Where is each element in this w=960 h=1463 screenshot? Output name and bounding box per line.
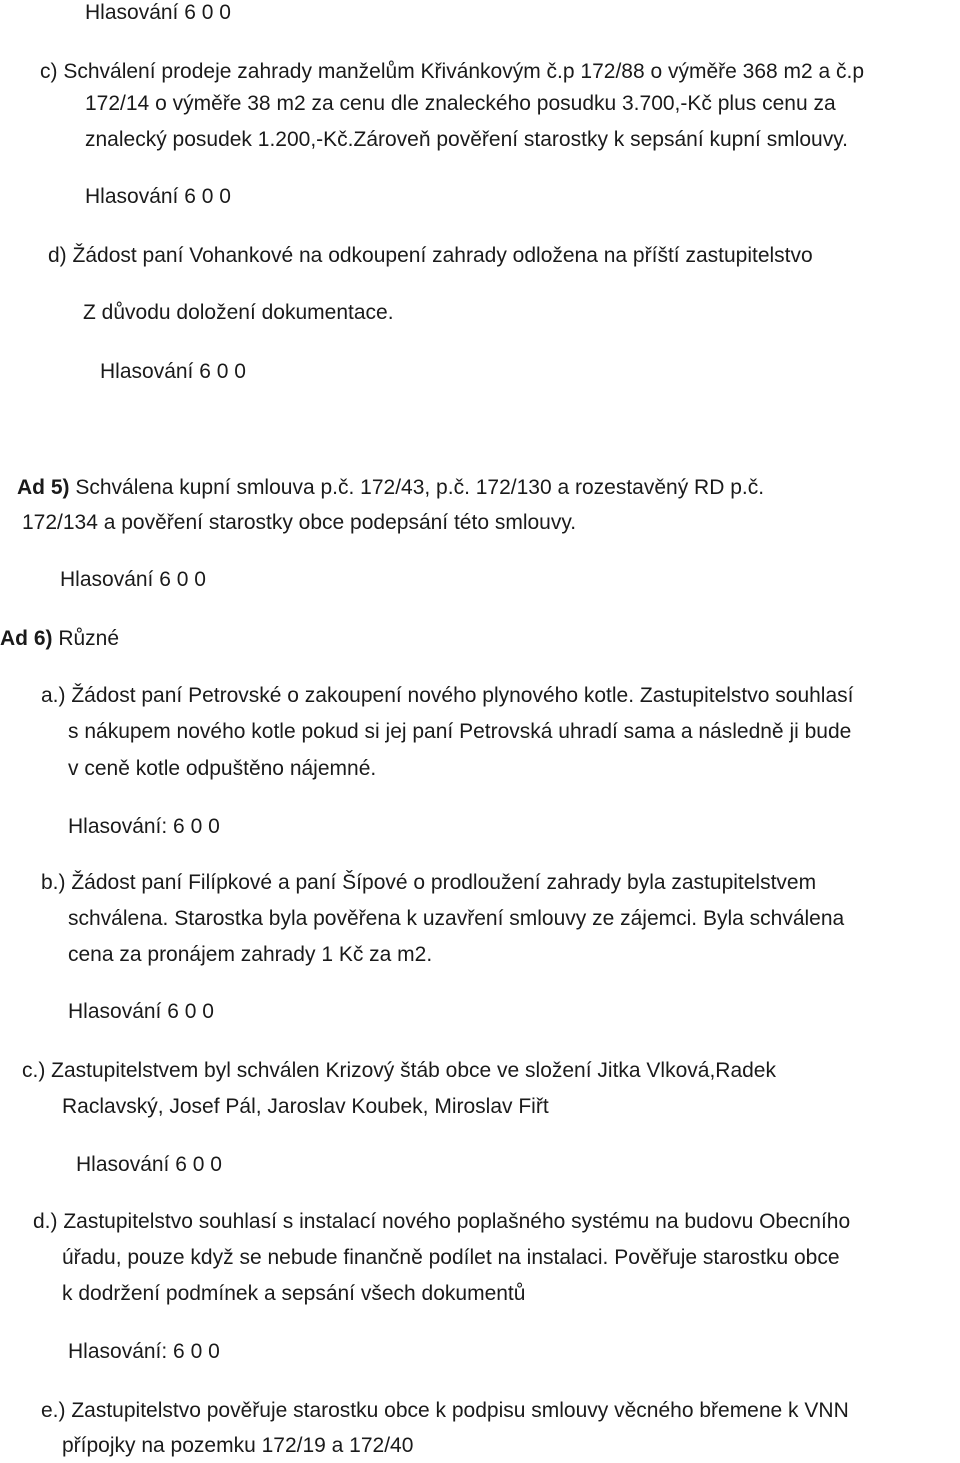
ad6-b-line-2: schválena. Starostka byla pověřena k uzavření smlouvy ze zájemci. Byla schválena [68, 907, 845, 930]
ad6-d-line-1: d.) Zastupitelstvo souhlasí s instalací nového poplašného systému na budovu Obecního [33, 1210, 851, 1233]
item-c-line-2: 172/14 o výměře 38 m2 za cenu dle znaleckého posudku 3.700,-Kč plus cenu za [85, 92, 836, 115]
ad5-label: Ad 5) [17, 476, 70, 499]
ad6-c-line-1: c.) Zastupitelstvem byl schválen Krizový štáb obce ve složení Jitka Vlková,Radek [22, 1059, 776, 1082]
item-c-line-3: znalecký posudek 1.200,-Kč.Zároveň pověření starostky k sepsání kupní smlouvy. [85, 128, 848, 151]
vote-result: Hlasování 6 0 0 [60, 568, 206, 591]
ad6-d-line-3: k dodržení podmínek a sepsání všech dokumentů [62, 1282, 526, 1305]
ad6-c-line-2: Raclavský, Josef Pál, Jaroslav Koubek, Miroslav Fiřt [62, 1095, 549, 1118]
ad6-a-line-3: v ceně kotle odpuštěno nájemné. [68, 757, 377, 780]
ad6-e-line-1: e.) Zastupitelstvo pověřuje starostku obce k podpisu smlouvy věcného břemene k VNN [41, 1399, 849, 1422]
vote-result: Hlasování 6 0 0 [100, 360, 246, 383]
ad5-text: Schválena kupní smlouva p.č. 172/43, p.č. 172/130 a rozestavěný RD p.č. [69, 476, 765, 499]
vote-result: Hlasování 6 0 0 [85, 1, 231, 24]
ad5-line-2: 172/134 a pověření starostky obce podepsání této smlouvy. [22, 511, 577, 534]
ad6-b-line-3: cena za pronájem zahrady 1 Kč za m2. [68, 943, 433, 966]
item-d-line-2: Z důvodu doložení dokumentace. [83, 301, 394, 324]
vote-result: Hlasování: 6 0 0 [68, 1340, 220, 1363]
ad6-e-line-2: přípojky na pozemku 172/19 a 172/40 [62, 1434, 414, 1457]
ad6-a-line-1: a.) Žádost paní Petrovské o zakoupení nového plynového kotle. Zastupitelstvo souhlasí [41, 684, 854, 707]
ad6-title: Různé [52, 627, 120, 650]
ad5-line-1 [17, 475, 764, 501]
item-d-line-1: d) Žádost paní Vohankové na odkoupení zahrady odložena na příští zastupitelstvo [48, 244, 813, 267]
vote-result: Hlasování 6 0 0 [76, 1153, 222, 1176]
ad6-b-line-1: b.) Žádost paní Filípkové a paní Šípové o prodloužení zahrady byla zastupitelstvem [41, 871, 817, 894]
vote-result: Hlasování 6 0 0 [68, 1000, 214, 1023]
vote-result: Hlasování 6 0 0 [85, 185, 231, 208]
ad6-d-line-2: úřadu, pouze když se nebude finančně podílet na instalaci. Pověřuje starostku obce [62, 1246, 840, 1269]
ad6-label: Ad 6) [0, 627, 53, 650]
ad6-heading [0, 626, 119, 652]
vote-result: Hlasování: 6 0 0 [68, 815, 220, 838]
item-c-line-1: c) Schválení prodeje zahrady manželům Křivánkovým č.p 172/88 o výměře 368 m2 a č.p [40, 60, 865, 83]
ad6-a-line-2: s nákupem nového kotle pokud si jej paní Petrovská uhradí sama a následně ji bude [68, 720, 852, 743]
